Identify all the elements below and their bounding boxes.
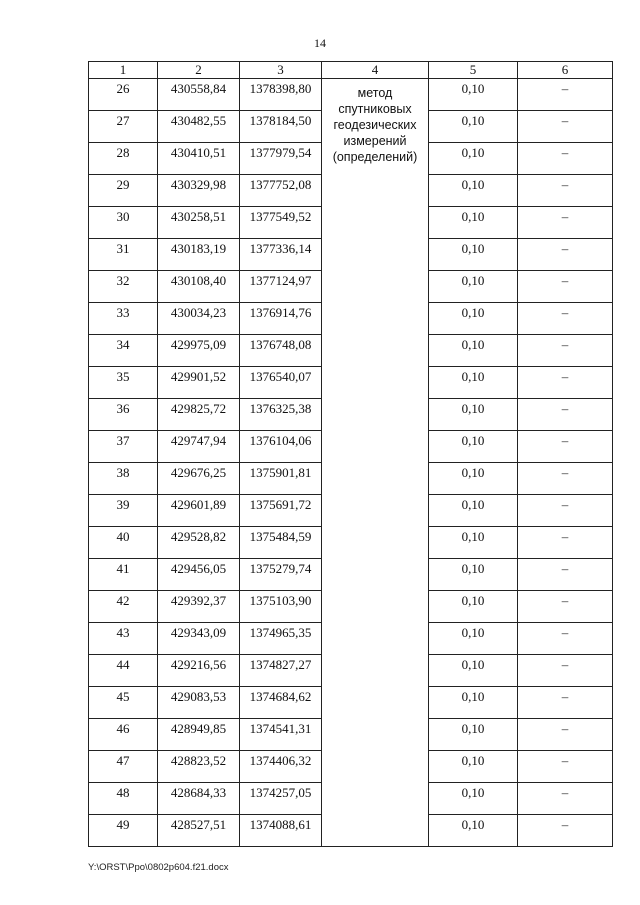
page-number: 14 [314,36,326,50]
accuracy-cell: 0,10 [429,303,518,335]
point-number-cell: 34 [89,335,158,367]
x-coordinate-cell: 428527,51 [158,815,240,847]
note-cell: – [518,111,613,143]
y-coordinate-cell: 1374965,35 [240,623,322,655]
note-cell: – [518,271,613,303]
x-coordinate-cell: 428823,52 [158,751,240,783]
point-number-cell: 29 [89,175,158,207]
note-cell: – [518,815,613,847]
accuracy-cell: 0,10 [429,751,518,783]
column-header: 2 [158,62,240,79]
accuracy-cell: 0,10 [429,143,518,175]
accuracy-cell: 0,10 [429,719,518,751]
point-number-cell: 45 [89,687,158,719]
note-cell: – [518,431,613,463]
point-number-cell: 48 [89,783,158,815]
coordinates-table [88,61,613,847]
column-header: 1 [89,62,158,79]
x-coordinate-cell: 429825,72 [158,399,240,431]
point-number-cell: 38 [89,463,158,495]
column-header: 4 [322,62,429,79]
accuracy-cell: 0,10 [429,111,518,143]
y-coordinate-cell: 1374827,27 [240,655,322,687]
y-coordinate-cell: 1374684,62 [240,687,322,719]
y-coordinate-cell: 1374257,05 [240,783,322,815]
y-coordinate-cell: 1376104,06 [240,431,322,463]
note-cell: – [518,687,613,719]
point-number-cell: 30 [89,207,158,239]
x-coordinate-cell: 429676,25 [158,463,240,495]
y-coordinate-cell: 1376914,76 [240,303,322,335]
point-number-cell: 27 [89,111,158,143]
note-cell: – [518,463,613,495]
x-coordinate-cell: 429601,89 [158,495,240,527]
x-coordinate-cell: 429083,53 [158,687,240,719]
point-number-cell: 32 [89,271,158,303]
note-cell: – [518,335,613,367]
file-path-footer: Y:\ORST\Ppo\0802p604.f21.docx [88,862,229,873]
y-coordinate-cell: 1375279,74 [240,559,322,591]
note-cell: – [518,303,613,335]
note-cell: – [518,655,613,687]
x-coordinate-cell: 430034,23 [158,303,240,335]
y-coordinate-cell: 1375901,81 [240,463,322,495]
table-row [89,79,613,111]
x-coordinate-cell: 429975,09 [158,335,240,367]
note-cell: – [518,79,613,111]
note-cell: – [518,495,613,527]
x-coordinate-cell: 430558,84 [158,79,240,111]
accuracy-cell: 0,10 [429,591,518,623]
x-coordinate-cell: 429747,94 [158,431,240,463]
y-coordinate-cell: 1377979,54 [240,143,322,175]
column-header: 3 [240,62,322,79]
accuracy-cell: 0,10 [429,655,518,687]
accuracy-cell: 0,10 [429,367,518,399]
table-header [89,62,613,79]
y-coordinate-cell: 1378398,80 [240,79,322,111]
y-coordinate-cell: 1376325,38 [240,399,322,431]
note-cell: – [518,239,613,271]
accuracy-cell: 0,10 [429,335,518,367]
accuracy-cell: 0,10 [429,687,518,719]
point-number-cell: 31 [89,239,158,271]
note-cell: – [518,175,613,207]
y-coordinate-cell: 1377752,08 [240,175,322,207]
note-cell: – [518,719,613,751]
y-coordinate-cell: 1374088,61 [240,815,322,847]
x-coordinate-cell: 428684,33 [158,783,240,815]
accuracy-cell: 0,10 [429,495,518,527]
note-cell: – [518,591,613,623]
table-header-row [89,62,613,79]
x-coordinate-cell: 430410,51 [158,143,240,175]
x-coordinate-cell: 430183,19 [158,239,240,271]
point-number-cell: 26 [89,79,158,111]
y-coordinate-cell: 1378184,50 [240,111,322,143]
x-coordinate-cell: 430258,51 [158,207,240,239]
accuracy-cell: 0,10 [429,623,518,655]
accuracy-cell: 0,10 [429,527,518,559]
x-coordinate-cell: 429216,56 [158,655,240,687]
y-coordinate-cell: 1375103,90 [240,591,322,623]
point-number-cell: 44 [89,655,158,687]
y-coordinate-cell: 1377549,52 [240,207,322,239]
note-cell: – [518,783,613,815]
accuracy-cell: 0,10 [429,271,518,303]
y-coordinate-cell: 1376540,07 [240,367,322,399]
y-coordinate-cell: 1374541,31 [240,719,322,751]
accuracy-cell: 0,10 [429,79,518,111]
note-cell: – [518,399,613,431]
point-number-cell: 35 [89,367,158,399]
point-number-cell: 46 [89,719,158,751]
accuracy-cell: 0,10 [429,175,518,207]
y-coordinate-cell: 1375484,59 [240,527,322,559]
point-number-cell: 40 [89,527,158,559]
y-coordinate-cell: 1377124,97 [240,271,322,303]
point-number-cell: 49 [89,815,158,847]
x-coordinate-cell: 430329,98 [158,175,240,207]
point-number-cell: 43 [89,623,158,655]
x-coordinate-cell: 430108,40 [158,271,240,303]
note-cell: – [518,623,613,655]
note-cell: – [518,143,613,175]
accuracy-cell: 0,10 [429,399,518,431]
accuracy-cell: 0,10 [429,559,518,591]
column-header: 6 [518,62,613,79]
x-coordinate-cell: 429528,82 [158,527,240,559]
note-cell: – [518,751,613,783]
point-number-cell: 37 [89,431,158,463]
x-coordinate-cell: 429343,09 [158,623,240,655]
accuracy-cell: 0,10 [429,207,518,239]
table-body [89,79,613,847]
point-number-cell: 47 [89,751,158,783]
point-number-cell: 33 [89,303,158,335]
point-number-cell: 28 [89,143,158,175]
y-coordinate-cell: 1374406,32 [240,751,322,783]
note-cell: – [518,367,613,399]
x-coordinate-cell: 430482,55 [158,111,240,143]
note-cell: – [518,527,613,559]
y-coordinate-cell: 1375691,72 [240,495,322,527]
note-cell: – [518,559,613,591]
x-coordinate-cell: 428949,85 [158,719,240,751]
point-number-cell: 41 [89,559,158,591]
y-coordinate-cell: 1377336,14 [240,239,322,271]
note-cell: – [518,207,613,239]
accuracy-cell: 0,10 [429,431,518,463]
y-coordinate-cell: 1376748,08 [240,335,322,367]
accuracy-cell: 0,10 [429,239,518,271]
accuracy-cell: 0,10 [429,815,518,847]
accuracy-cell: 0,10 [429,463,518,495]
column-header: 5 [429,62,518,79]
point-number-cell: 42 [89,591,158,623]
point-number-cell: 39 [89,495,158,527]
method-cell: метод спутниковых геодезических измерений (определений) [322,79,429,847]
x-coordinate-cell: 429901,52 [158,367,240,399]
x-coordinate-cell: 429392,37 [158,591,240,623]
accuracy-cell: 0,10 [429,783,518,815]
x-coordinate-cell: 429456,05 [158,559,240,591]
point-number-cell: 36 [89,399,158,431]
